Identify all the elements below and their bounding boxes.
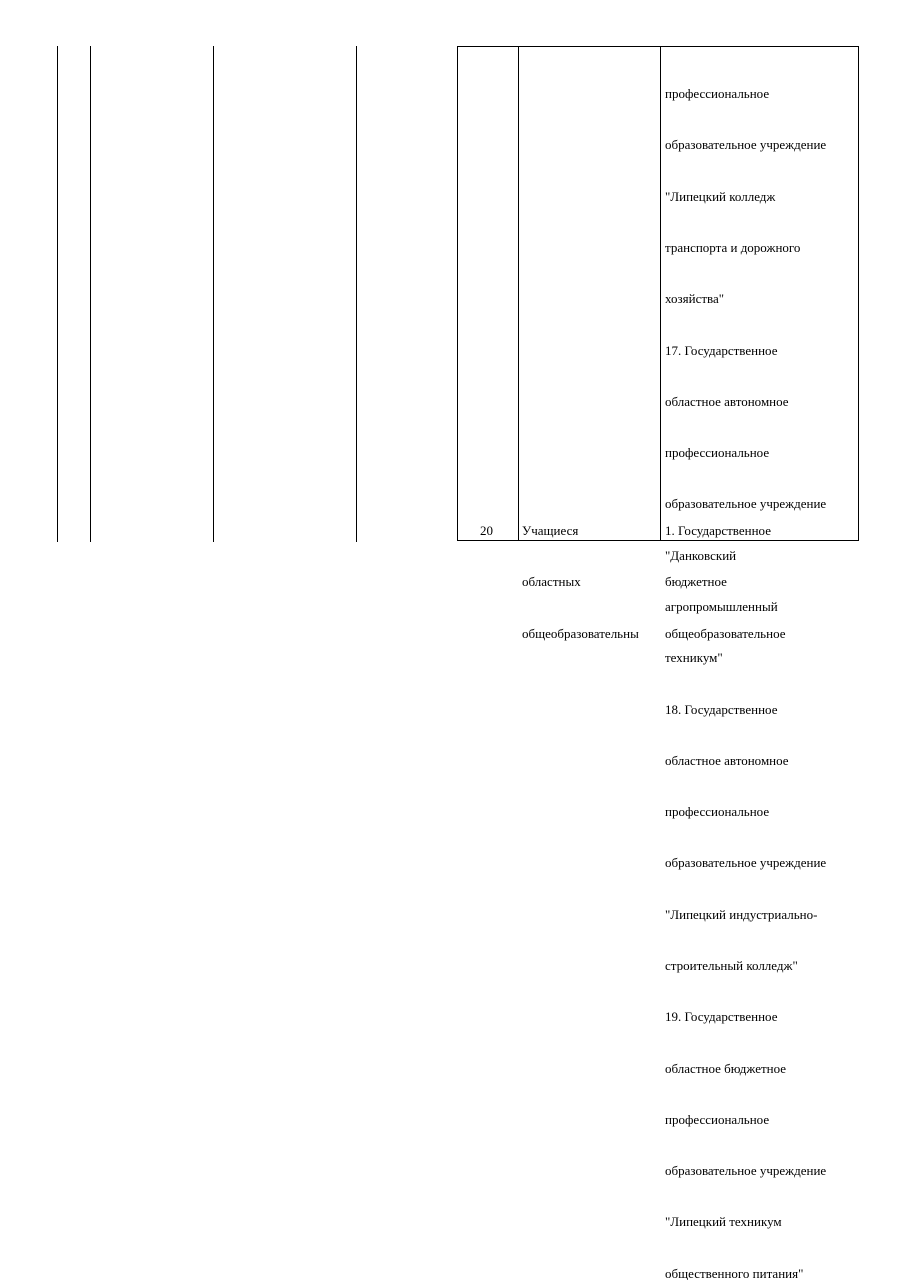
text-line: областное автономное <box>665 752 789 768</box>
text-line: профессиональное <box>665 445 770 461</box>
text-line: общественного питания" <box>665 1265 804 1280</box>
text-line: агропромышленный <box>665 599 778 614</box>
text-line: 17. Государственное <box>665 342 778 358</box>
table-rule-4 <box>356 46 357 542</box>
text-line: "Липецкий колледж <box>665 188 776 204</box>
text-line: "Липецкий техникум <box>665 1214 782 1230</box>
row-number <box>480 488 500 573</box>
institutions-table <box>457 46 859 1280</box>
row-number-text: 20 <box>480 523 493 539</box>
institution-line: бюджетное <box>665 574 727 590</box>
text-line: строительный колледж" <box>665 957 798 973</box>
row-category <box>522 488 639 676</box>
table-rule-1 <box>57 46 58 542</box>
text-line: областное бюджетное <box>665 1060 787 1076</box>
table-rule-3 <box>213 46 214 542</box>
text-line: хозяйства" <box>665 291 725 307</box>
text-line: профессиональное <box>665 804 770 820</box>
text-line: областное автономное <box>665 393 789 409</box>
text-line: профессиональное <box>665 1111 770 1127</box>
category-line: Учащиеся <box>522 523 579 539</box>
category-line: общеобразовательны <box>522 625 639 641</box>
text-line: техникум" <box>665 650 723 666</box>
text-line: "Данковский <box>665 547 737 563</box>
text-line: образовательное учреждение <box>665 496 827 512</box>
text-line: "Липецкий индустриально- <box>665 906 818 922</box>
text-line: профессиональное <box>665 86 770 102</box>
row-institution <box>665 488 786 676</box>
text-line: 18. Государственное <box>665 701 778 717</box>
column-separator-2 <box>660 47 661 540</box>
institution-line: общеобразовательное <box>665 625 786 641</box>
text-line: образовательное учреждение <box>665 855 827 871</box>
text-line: образовательное учреждение <box>665 137 827 153</box>
institution-line: 1. Государственное <box>665 523 771 539</box>
text-line: транспорта и дорожного <box>665 240 801 256</box>
table-rule-2 <box>90 46 91 542</box>
text-line: 19. Государственное <box>665 1009 778 1025</box>
column-separator-1 <box>518 47 519 540</box>
text-line: образовательное учреждение <box>665 1163 827 1179</box>
category-line: областных <box>522 574 581 590</box>
